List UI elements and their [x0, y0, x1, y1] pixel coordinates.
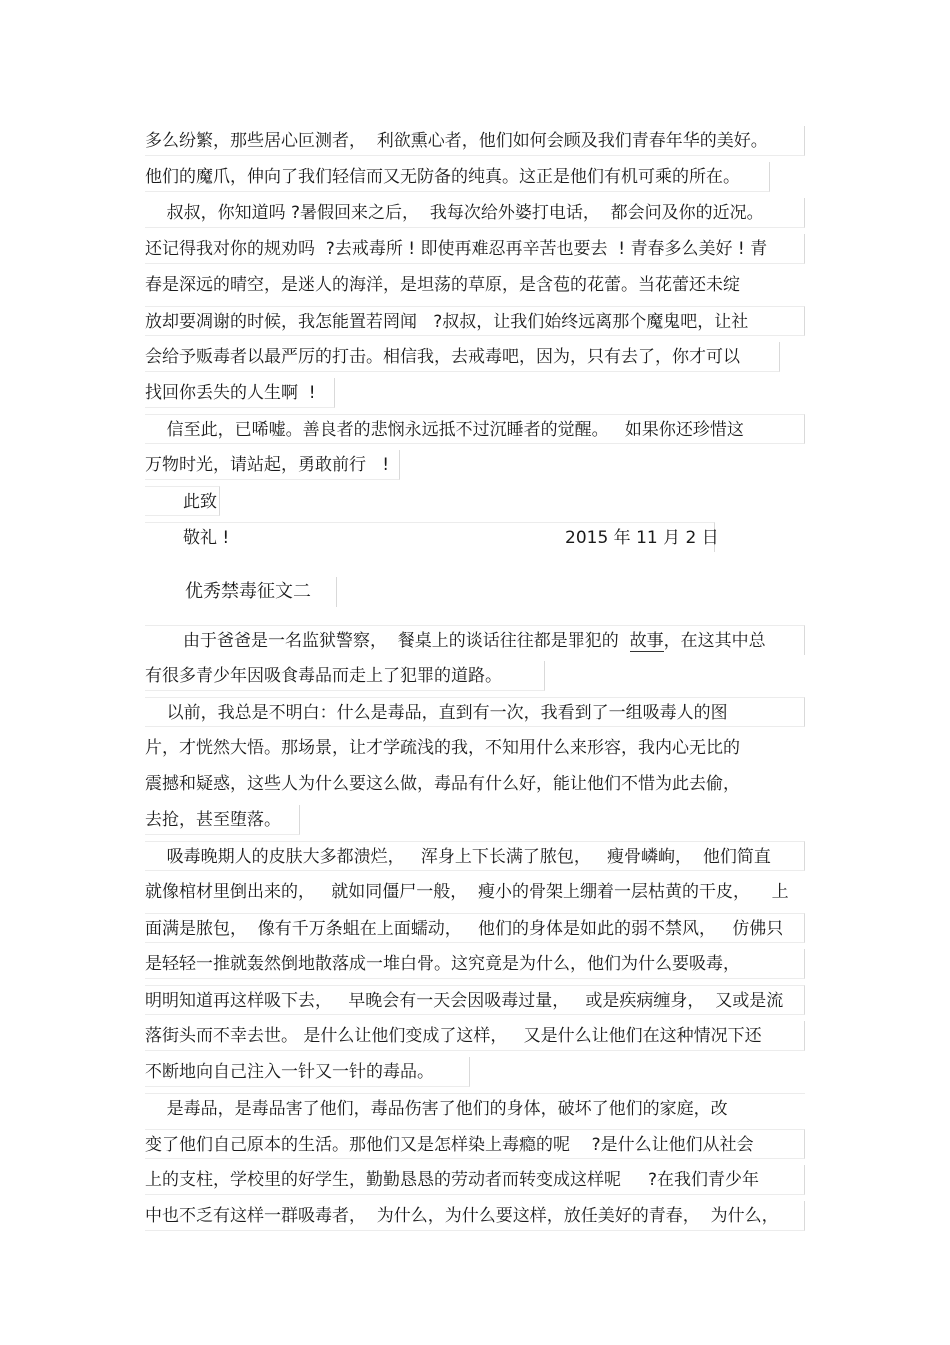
- essay-line: 片，才恍然大悟。那场景，让才学疏浅的我，不知用什么来形容，我内心无比的: [145, 738, 740, 758]
- essay-line: 变了他们自己原本的生活。那他们又是怎样染上毒瘾的呢 ?是什么让他们从社会: [145, 1129, 805, 1159]
- essay-line: 落街头而不幸去世。 是什么让他们变成了这样， 又是什么让他们在这种情况下还: [145, 1021, 805, 1051]
- letter-closing: 敬礼 !: [183, 528, 230, 548]
- essay-line: 以前，我总是不明白：什么是毒品，直到有一次，我看到了一组吸毒人的图: [145, 697, 805, 727]
- essay-line: 面满是脓包， 像有千万条蛆在上面蠕动， 他们的身体是如此的弱不禁风， 仿佛只: [145, 913, 805, 943]
- letter-line: 放却要凋谢的时候，我怎能置若罔闻 ?叔叔，让我们始终远离那个魔鬼吧，让社: [145, 306, 805, 336]
- letter-line: 春是深远的晴空，是迷人的海洋，是坦荡的草原，是含苞的花蕾。当花蕾还未绽: [145, 275, 740, 295]
- essay-line: 就像棺材里倒出来的， 就如同僵尸一般， 瘦小的骨架上绷着一层枯黄的干皮， 上: [145, 882, 789, 902]
- letter-line: 他们的魔爪，伸向了我们轻信而又无防备的纯真。这正是他们有机可乘的所在。: [145, 162, 770, 192]
- letter-date: 2015 年 11 月 2 日: [565, 528, 719, 548]
- letter-salutation: 此致: [145, 486, 220, 516]
- letter-line: 叔叔，你知道吗 ?暑假回来之后， 我每次给外婆打电话， 都会问及你的近况。: [145, 198, 805, 228]
- underlined-word: 故事: [629, 631, 664, 651]
- essay-line: 是轻轻一推就轰然倒地散落成一堆白骨。这究竟是为什么，他们为什么要吸毒，: [145, 949, 805, 979]
- essay-line: 吸毒晚期人的皮肤大多都溃烂， 浑身上下长满了脓包， 瘦骨嶙峋， 他们简直: [145, 841, 805, 871]
- letter-line: 多么纷繁，那些居心叵测者， 利欲熏心者，他们如何会顾及我们青春年华的美好。: [145, 126, 805, 156]
- essay-line: 明明知道再这样吸下去， 早晚会有一天会因吸毒过量， 或是疾病缠身， 又或是流: [145, 985, 805, 1015]
- letter-line: 万物时光，请站起，勇敢前行 !: [145, 450, 400, 480]
- letter-line: 找回你丢失的人生啊 !: [145, 378, 335, 408]
- essay-title: 优秀禁毒征文二: [185, 577, 337, 607]
- essay-line: 震撼和疑惑，这些人为什么要这么做，毒品有什么好，能让他们不惜为此去偷，: [145, 774, 740, 794]
- essay-line: 由于爸爸是一名监狱警察， 餐桌上的谈话往往都是罪犯的 故事，在这其中总: [145, 625, 805, 655]
- letter-line: 信至此，已唏嘘。善良者的悲悯永远抵不过沉睡者的觉醒。 如果你还珍惜这: [145, 414, 805, 444]
- letter-closing-row: [145, 522, 719, 552]
- essay-line: 是毒品，是毒品害了他们，毒品伤害了他们的身体，破坏了他们的家庭，改: [145, 1093, 805, 1123]
- letter-line: 会给予贩毒者以最严厉的打击。相信我，去戒毒吧，因为，只有去了，你才可以: [145, 342, 780, 372]
- essay-line: 不断地向自己注入一针又一针的毒品。: [145, 1057, 470, 1087]
- essay-line: 中也不乏有这样一群吸毒者， 为什么，为什么要这样，放任美好的青春， 为什么，: [145, 1201, 805, 1231]
- essay-line: 上的支柱，学校里的好学生，勤勤恳恳的劳动者而转变成这样呢 ?在我们青少年: [145, 1165, 805, 1195]
- essay-line: 有很多青少年因吸食毒品而走上了犯罪的道路。: [145, 661, 545, 691]
- letter-line: 还记得我对你的规劝吗 ?去戒毒所 ! 即使再难忍再辛苦也要去 ! 青春多么美好 ! 青: [145, 234, 805, 264]
- essay-line: 去抢，甚至堕落。: [145, 805, 300, 835]
